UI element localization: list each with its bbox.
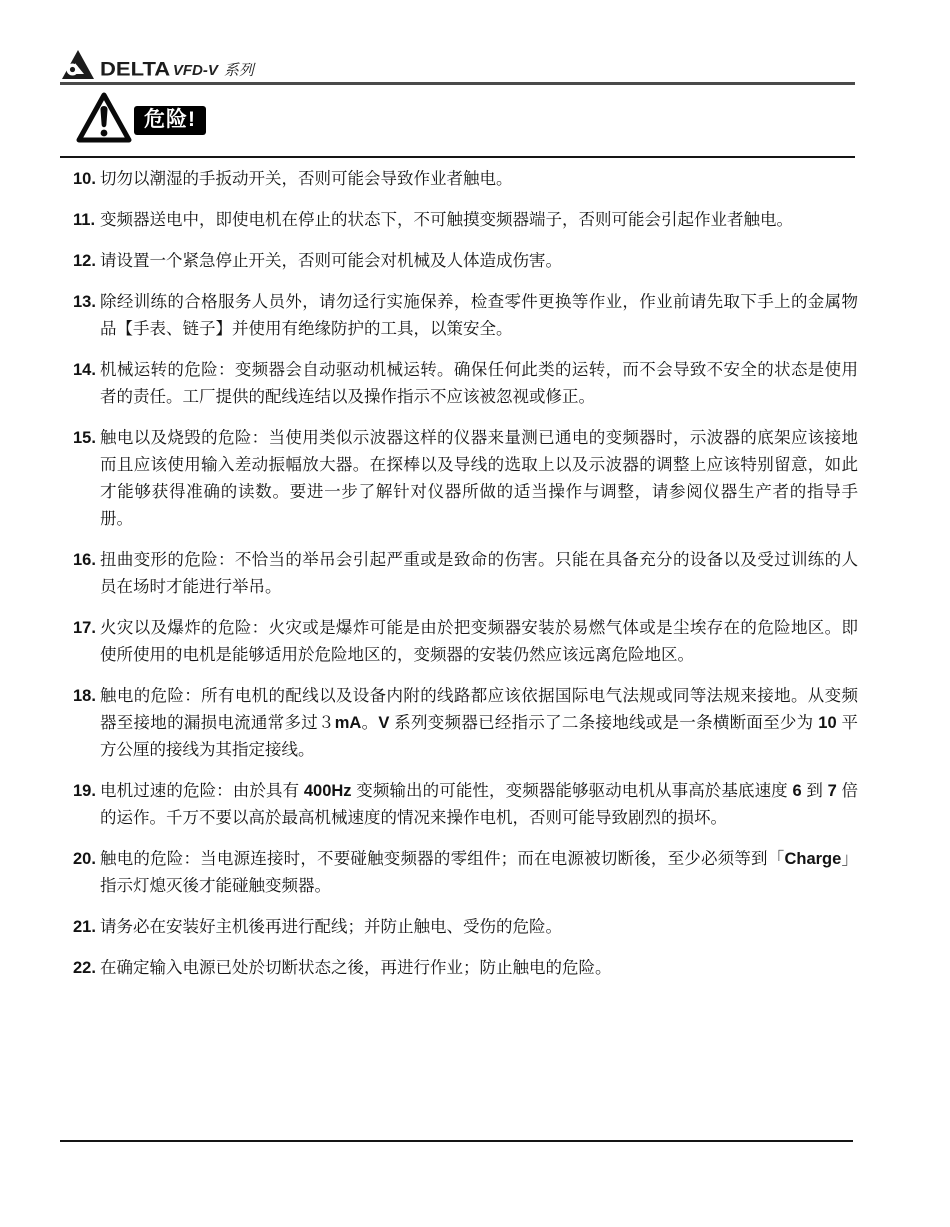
item-number: 16. (73, 551, 96, 569)
item-text: 请务必在安装好主机後再进行配线；并防止触电、受伤的危险。 (100, 918, 562, 936)
item-text: 除经训练的合格服务人员外，请勿迳行实施保养，检查零件更换等作业，作业前请先取下手上的金属物品【手表、链子】并使用有绝缘防护的工具，以策安全。 (100, 293, 858, 338)
series-suffix: 系列 (223, 61, 254, 79)
danger-list-item (73, 615, 858, 669)
item-number: 15. (73, 429, 96, 447)
danger-list-item (73, 778, 858, 832)
item-number: 17. (73, 619, 96, 637)
danger-list-item (73, 914, 858, 941)
item-number: 11. (73, 211, 96, 229)
warning-triangle-icon (76, 92, 132, 144)
item-text: 在确定输入电源已处於切断状态之後，再进行作业；防止触电的危险。 (100, 959, 612, 977)
item-number: 13. (73, 293, 96, 311)
danger-list-item (73, 357, 858, 411)
danger-list-item (73, 955, 858, 982)
danger-list-item (73, 425, 858, 533)
content-top-rule (60, 156, 855, 158)
item-number: 10. (73, 170, 96, 188)
danger-sign (76, 92, 276, 146)
page-header (62, 50, 254, 79)
item-text: 机械运转的危险：变频器会自动驱动机械运转。确保任何此类的运转，而不会导致不安全的状态是使用者的责任。工厂提供的配线连结以及操作指示不应该被忽视或修正。 (100, 361, 858, 406)
delta-logo-icon (62, 50, 94, 79)
item-number: 19. (73, 782, 96, 800)
footer-rule (60, 1140, 853, 1142)
item-text: 触电的危险：所有电机的配线以及设备内附的线路都应该依据国际电气法规或同等法规来接地。从变频器至接地的漏损电流通常多过３mA。V 系列变频器已经指示了二条接地线或是一条横断面至少为 10 平方公厘的接线为其指定接线。 (100, 687, 859, 759)
item-number: 14. (73, 361, 96, 379)
brand-wordmark: DELTA (100, 58, 171, 80)
danger-list-item (73, 166, 858, 193)
item-number: 21. (73, 918, 96, 936)
item-text: 请设置一个紧急停止开关，否则可能会对机械及人体造成伤害。 (100, 252, 562, 270)
danger-list-item (73, 248, 858, 275)
danger-list (73, 166, 858, 996)
item-text: 变频器送电中，即使电机在停止的状态下，不可触摸变频器端子，否则可能会引起作业者触电。 (100, 211, 793, 229)
danger-list-item (73, 683, 858, 764)
item-number: 20. (73, 850, 96, 868)
danger-list-item (73, 547, 858, 601)
danger-list-item (73, 846, 858, 900)
item-text: 触电的危险：当电源连接时，不要碰触变频器的零组件；而在电源被切断後，至少必须等到「Charge」指示灯熄灭後才能碰触变频器。 (100, 850, 859, 895)
series-code: VFD-V (172, 62, 218, 79)
item-number: 22. (73, 959, 96, 977)
item-text: 电机过速的危险：由於具有 400Hz 变频输出的可能性，变频器能够驱动电机从事高於基底速度 6 到 7 倍的运作。千万不要以高於最高机械速度的情况来操作电机，否则可能导致剧烈的损坏。 (100, 782, 858, 827)
series-label (173, 63, 254, 79)
item-text: 火灾以及爆炸的危险：火灾或是爆炸可能是由於把变频器安装於易燃气体或是尘埃存在的危险地区。即使所使用的电机是能够适用於危险地区的，变频器的安装仍然应该远离危险地区。 (100, 619, 858, 664)
danger-list-item (73, 207, 858, 234)
header-rule (60, 82, 855, 85)
danger-list-item (73, 289, 858, 343)
item-number: 18. (73, 687, 96, 705)
item-text: 切勿以潮湿的手扳动开关，否则可能会导致作业者触电。 (100, 170, 513, 188)
danger-label: 危险! (134, 106, 206, 135)
item-text: 扭曲变形的危险：不恰当的举吊会引起严重或是致命的伤害。只能在具备充分的设备以及受过训练的人员在场时才能进行举吊。 (100, 551, 858, 596)
item-number: 12. (73, 252, 96, 270)
item-text: 触电以及烧毁的危险：当使用类似示波器这样的仪器来量测已通电的变频器时，示波器的底架应该接地而且应该使用输入差动振幅放大器。在探棒以及导线的选取上以及示波器的调整上应该特别留意，如此才能够获得准确的读数。要进一步了解针对仪器所做的适当操作与调整，请参阅仪器生产者的指导手册。 (100, 429, 858, 528)
